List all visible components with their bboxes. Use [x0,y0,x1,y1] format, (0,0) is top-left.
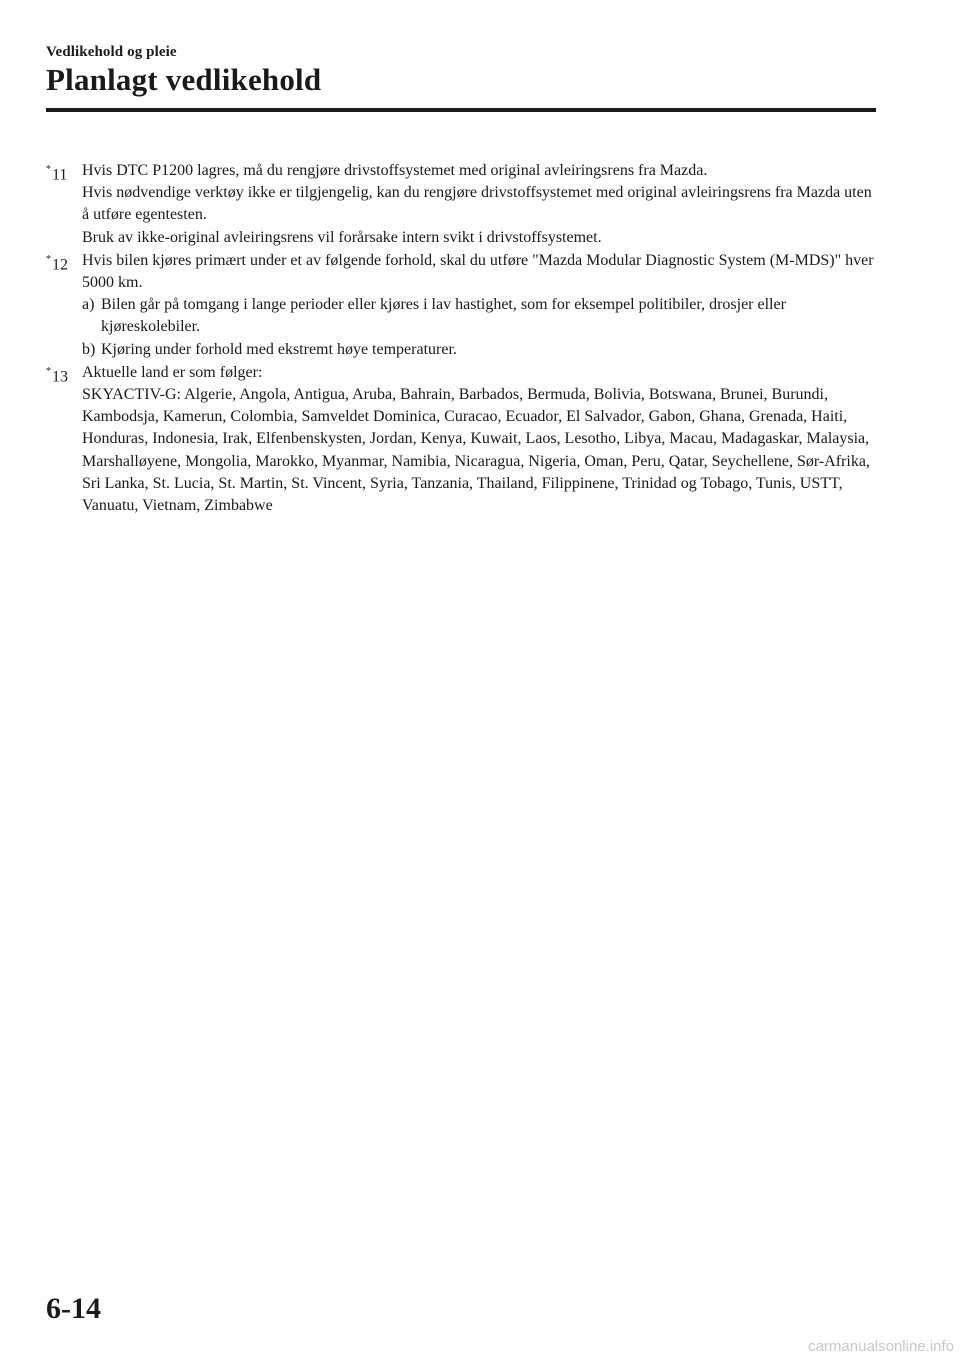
watermark: carmanualsonline.info [808,1338,954,1355]
item-letter: b) [82,340,96,358]
condition-item-a [82,294,882,338]
footnote-paragraph: Bruk av ikke-original avleiringsrens vil forårsake intern svikt i drivstoffsystemet. [82,228,602,246]
item-text: Kjøring under forhold med ekstremt høye temperaturer. [101,340,457,358]
item-letter: a) [82,296,95,314]
condition-item-b [82,339,882,361]
footnote-paragraph: Hvis bilen kjøres primært under et av følgende forhold, skal du utføre "Mazda Modular Diagnostic System (M-MDS)" hver 5000 km. [82,251,874,292]
section-label: Vedlikehold og pleie [46,44,177,60]
footnote-12 [46,250,882,361]
item-text: Bilen går på tomgang i lange perioder eller kjøres i lav hastighet, som for eksempel politibiler, drosjer eller kjøreskolebiler. [101,296,786,336]
footnote-paragraph: Hvis nødvendige verktøy ikke er tilgjengelig, kan du rengjøre drivstoffsystemet med original avleiringsrens fra Mazda uten å utføre egentesten. [82,184,872,224]
page-title: Planlagt vedlikehold [46,62,322,97]
footnote-paragraph: Aktuelle land er som følger: [82,363,263,381]
footnote-number: *13 [46,365,68,386]
country-list: SKYACTIV-G: Algerie, Angola, Antigua, Aruba, Bahrain, Barbados, Bermuda, Bolivia, Botswana, Brunei, Burundi, Kambodsja, Kamerun, Colombia, Samveldet Dominica, Curacao, Ecuador, El Salvador, Gabon, Ghana, Grenada, Haiti, Honduras, Indonesia, Irak, Elfenbenskysten, Jordan, Kenya, Kuwait, Laos, Lesotho, Libya, Macau, Madagaskar, Malaysia, Marshalløyene, Mongolia, Marokko, Myanmar, Namibia, Nicaragua, Nigeria, Oman, Peru, Qatar, Seychellene, Sør-Afrika, Sri Lanka, St. Lucia, St. Martin, St. Vincent, Syria, Tanzania, Thailand, Filippinene, Trinidad og Tobago, Tunis, USTT, Vanuatu, Vietnam, Zimbabwe [82,386,870,515]
footnote-paragraph: Hvis DTC P1200 lagres, må du rengjøre drivstoffsystemet med original avleiringsrens fra Mazda. [82,162,708,179]
footnote-11 [46,160,882,249]
footnote-number: *11 [46,164,68,184]
footnote-13 [46,362,882,517]
page-number: 6-14 [46,1292,101,1325]
title-divider [46,108,876,112]
notes-content [46,160,882,518]
footnote-number: *12 [46,253,68,274]
